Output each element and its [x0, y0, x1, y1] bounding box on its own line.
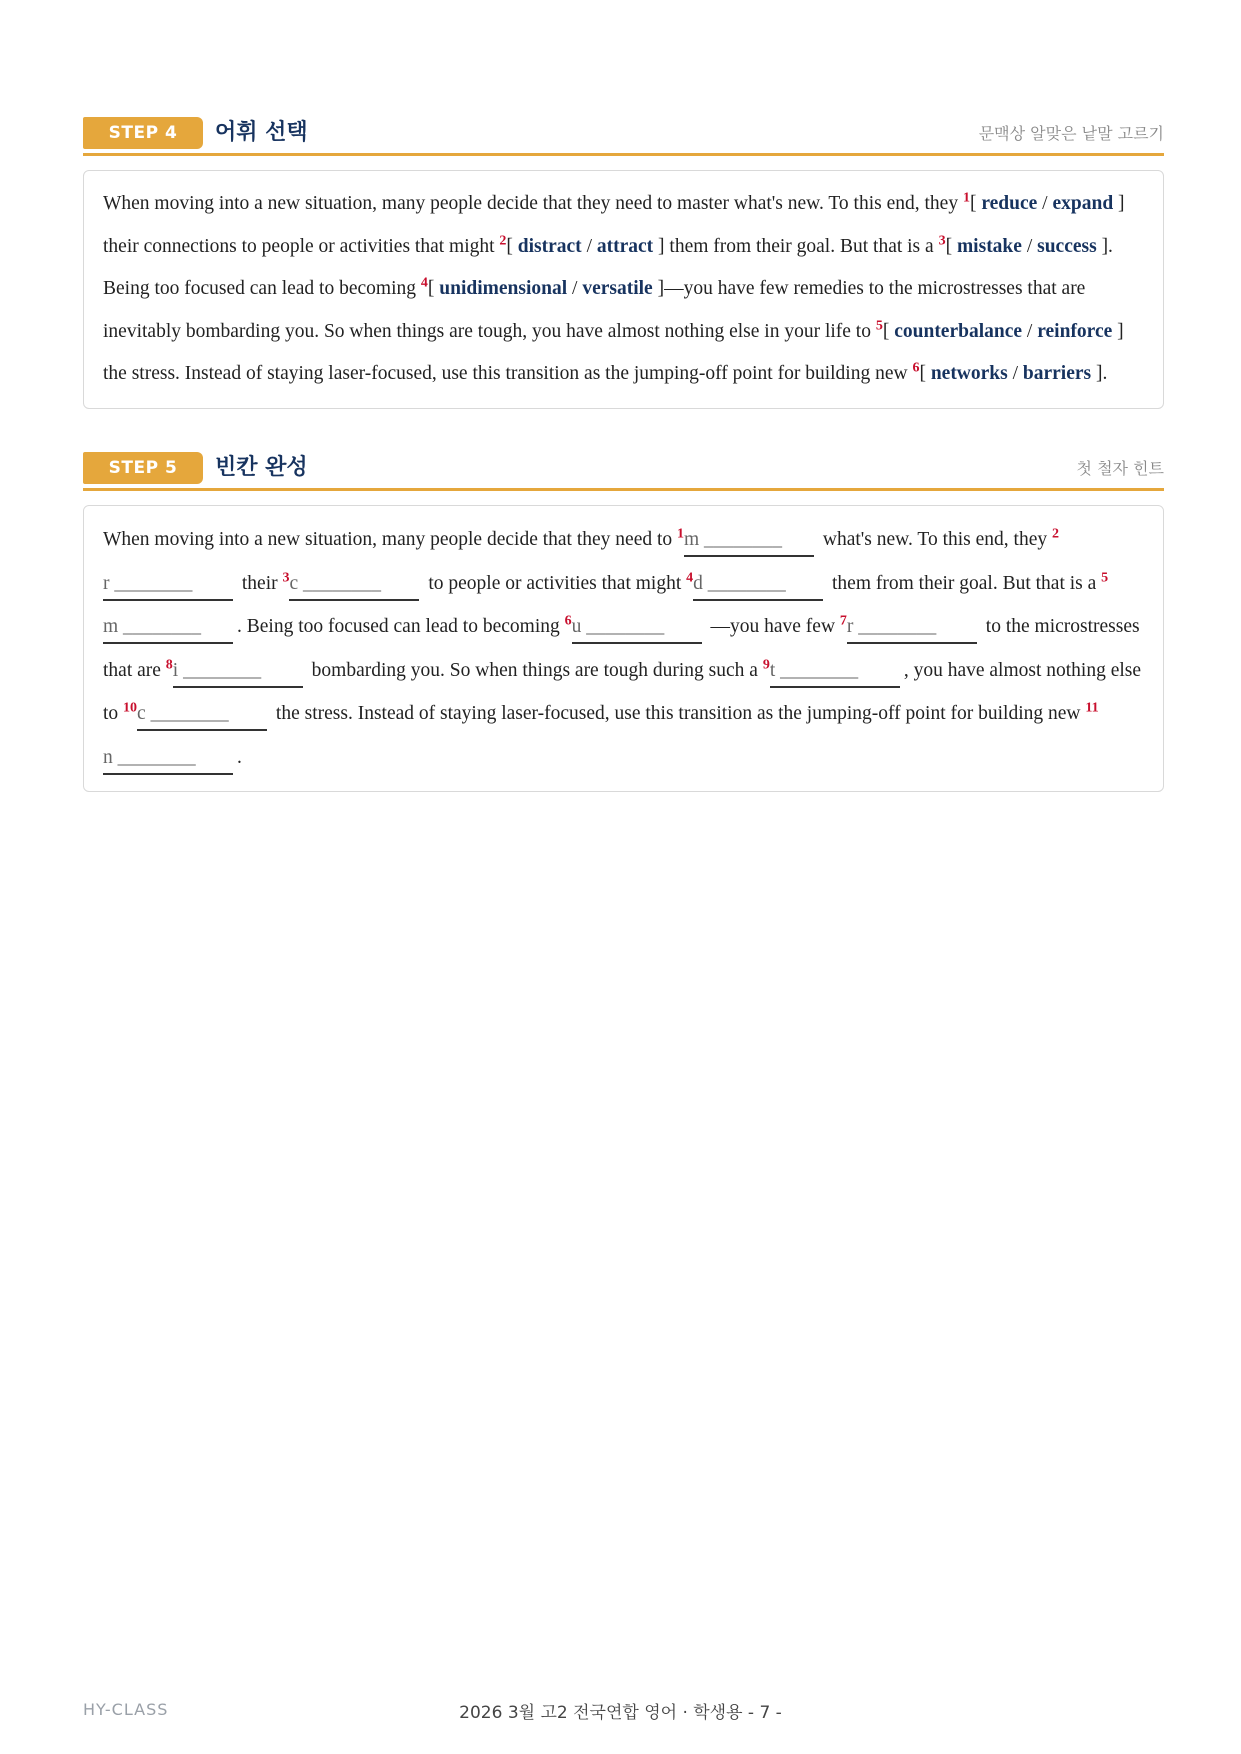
step5-section — [83, 450, 1164, 792]
word-option[interactable]: versatile — [582, 278, 653, 299]
answer-blank[interactable]: t ________ — [770, 656, 900, 688]
question-number: 11 — [1085, 700, 1099, 716]
question-number: 2 — [1051, 526, 1059, 542]
word-option[interactable]: reinforce — [1037, 320, 1113, 342]
passage-text: / — [1007, 363, 1023, 384]
question-number: 4 — [686, 570, 694, 585]
step4-section — [83, 115, 1164, 409]
passage-text: / — [1022, 320, 1038, 342]
passage-text: . — [237, 746, 242, 768]
word-option[interactable]: distract — [517, 235, 582, 257]
word-option[interactable]: barriers — [1022, 363, 1092, 384]
step4-header — [83, 115, 1164, 156]
passage-text: —you have few — [705, 616, 840, 637]
passage-text: [ — [945, 235, 957, 257]
answer-blank[interactable]: u ________ — [572, 612, 702, 644]
passage-text: ]. Being too focused can lead to becoming — [103, 235, 1113, 299]
footer-brand: HY-CLASS — [83, 1700, 169, 1719]
step5-hint: 첫 철자 힌트 — [1076, 459, 1164, 478]
passage-text: ] the stress. Instead of staying laser-focused, use this transition as the jumping-off point for building new — [103, 320, 1124, 384]
word-option[interactable]: success — [1037, 235, 1097, 257]
passage-text: ]. — [1091, 363, 1108, 384]
question-number: 2 — [499, 233, 507, 248]
question-number: 5 — [1101, 570, 1109, 585]
question-number: 10 — [123, 700, 138, 716]
step5-passage-box — [83, 505, 1164, 792]
passage-text: [ — [882, 320, 895, 342]
question-number: 3 — [938, 233, 946, 248]
word-option[interactable]: attract — [596, 235, 654, 257]
passage-text: ] their connections to people or activities that might — [103, 193, 1125, 257]
question-number: 6 — [564, 613, 572, 629]
question-number: 6 — [912, 360, 920, 376]
passage-text: [ — [969, 193, 982, 214]
step4-passage — [103, 183, 1144, 396]
passage-text: ]—you have few remedies to the microstresses that are inevitably bombarding you. So when things are tough, you have almost nothing else in your life to — [103, 278, 1086, 342]
passage-text: them from their goal. But that is a — [827, 572, 1102, 594]
word-option[interactable]: expand — [1052, 193, 1114, 214]
answer-blank[interactable]: n ________ — [103, 743, 233, 775]
passage-text: what's new. To this end, they — [818, 529, 1052, 550]
answer-blank[interactable]: c ________ — [137, 699, 267, 731]
word-option[interactable]: mistake — [956, 235, 1022, 257]
passage-text: / — [1021, 235, 1038, 257]
question-number: 3 — [282, 570, 290, 585]
question-number: 7 — [839, 613, 847, 629]
word-option[interactable]: unidimensional — [439, 278, 568, 299]
question-number: 5 — [875, 318, 883, 333]
question-number: 4 — [420, 275, 428, 291]
passage-text: When moving into a new situation, many people decide that they need to master what's new. To this end, they — [103, 193, 963, 214]
step5-title: 빈칸 완성 — [215, 455, 308, 480]
passage-text: [ — [506, 235, 518, 257]
answer-blank[interactable]: m ________ — [103, 612, 233, 644]
footer-page-info: 2026 3월 고2 전국연합 영어 · 학생용 - 7 - — [459, 1703, 782, 1723]
passage-text: / — [581, 235, 597, 257]
step4-hint: 문맥상 알맞은 낱말 고르기 — [978, 124, 1164, 143]
passage-text: the stress. Instead of staying laser-focused, use this transition as the jumping-off point for building new — [271, 703, 1086, 724]
passage-text: / — [1037, 193, 1053, 214]
answer-blank[interactable]: r ________ — [103, 569, 233, 601]
question-number: 1 — [962, 190, 970, 206]
passage-text: [ — [427, 278, 440, 299]
question-number: 1 — [677, 526, 685, 542]
answer-blank[interactable]: i ________ — [173, 656, 303, 688]
question-number: 9 — [762, 657, 770, 672]
step5-header — [83, 450, 1164, 491]
passage-text: , you have almost nothing else to — [103, 659, 1142, 724]
passage-text: / — [567, 278, 583, 299]
question-number: 8 — [165, 657, 173, 672]
answer-blank[interactable]: m ________ — [684, 525, 814, 557]
word-option[interactable]: counterbalance — [894, 320, 1023, 342]
step4-passage-box — [83, 170, 1164, 409]
passage-text: . Being too focused can lead to becoming — [237, 616, 565, 637]
step5-badge: STEP 5 — [83, 452, 203, 484]
step4-badge: STEP 4 — [83, 117, 203, 149]
passage-text: When moving into a new situation, many people decide that they need to — [103, 529, 678, 550]
passage-text: ] them from their goal. But that is a — [653, 235, 939, 257]
passage-text: [ — [919, 363, 931, 384]
word-option[interactable]: reduce — [981, 193, 1038, 214]
answer-blank[interactable]: d ________ — [693, 569, 823, 601]
passage-text: their — [237, 572, 283, 594]
step4-title: 어휘 선택 — [215, 120, 308, 145]
passage-text: to the microstresses that are — [103, 616, 1140, 681]
passage-text: to people or activities that might — [423, 572, 687, 594]
word-option[interactable]: networks — [930, 363, 1008, 384]
passage-text: bombarding you. So when things are tough during such a — [306, 659, 763, 681]
step5-passage — [103, 518, 1144, 779]
answer-blank[interactable]: r ________ — [847, 612, 977, 644]
answer-blank[interactable]: c ________ — [289, 569, 419, 601]
